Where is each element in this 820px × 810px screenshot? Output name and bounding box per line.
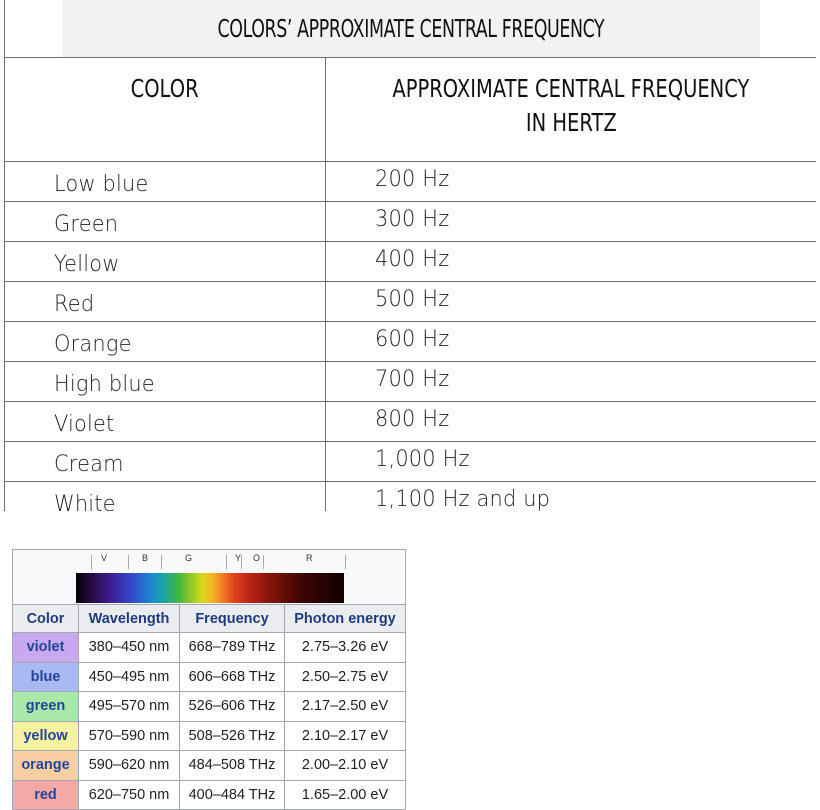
frequency-cell: 1,000 Hz	[326, 442, 817, 482]
spectrum-band-letter: V	[101, 553, 108, 563]
frequency-cell: 526–606 THz	[180, 692, 285, 722]
frequency-cell: 1,100 Hz and up	[326, 482, 817, 512]
wiki-header-photon-energy: Photon energy	[285, 605, 406, 633]
table-row	[13, 721, 406, 751]
wiki-header-frequency: Frequency	[180, 605, 285, 633]
wavelength-cell: 570–590 nm	[79, 721, 180, 751]
color-cell: Low blue	[5, 162, 326, 202]
color-name-cell: blue	[13, 662, 79, 692]
spectrum-gradient-bar	[76, 573, 344, 603]
frequency-cell: 600 Hz	[326, 322, 817, 362]
spectrum-tick-line	[263, 555, 264, 569]
color-cell: High blue	[5, 362, 326, 402]
photon-energy-cell: 2.00–2.10 eV	[285, 751, 406, 781]
frequency-cell: 400 Hz	[326, 242, 817, 282]
frequency-cell: 500 Hz	[326, 282, 817, 322]
frequency-cell: 484–508 THz	[180, 751, 285, 781]
spectrum-tick-line	[161, 555, 162, 569]
color-cell: Cream	[5, 442, 326, 482]
color-name-cell: green	[13, 692, 79, 722]
color-name-cell: violet	[13, 633, 79, 663]
color-cell: Yellow	[5, 242, 326, 282]
table-row	[13, 633, 406, 663]
column-header-frequency: APPROXIMATE CENTRAL FREQUENCY IN HERTZ	[326, 58, 817, 162]
spectrum-tick-line	[91, 555, 92, 569]
table-row	[5, 202, 817, 242]
table-row	[13, 662, 406, 692]
photon-energy-cell: 2.17–2.50 eV	[285, 692, 406, 722]
frequency-cell: 700 Hz	[326, 362, 817, 402]
table-row	[13, 692, 406, 722]
table-row	[5, 482, 817, 512]
color-cell: White	[5, 482, 326, 512]
frequency-table-viewport	[4, 0, 816, 511]
spectrum-band-letter: B	[142, 553, 149, 563]
color-cell: Red	[5, 282, 326, 322]
spectrum-band-letter: O	[253, 553, 261, 563]
photon-energy-cell: 1.65–2.00 eV	[285, 780, 406, 810]
table-row	[5, 242, 817, 282]
wavelength-cell: 450–495 nm	[79, 662, 180, 692]
table-row	[5, 322, 817, 362]
color-frequency-table	[4, 0, 816, 511]
spectrum-tick-line	[226, 555, 227, 569]
table-row	[13, 780, 406, 810]
table-row	[5, 162, 817, 202]
frequency-cell: 300 Hz	[326, 202, 817, 242]
frequency-cell: 800 Hz	[326, 402, 817, 442]
frequency-cell: 400–484 THz	[180, 780, 285, 810]
color-cell: Green	[5, 202, 326, 242]
photon-energy-cell: 2.50–2.75 eV	[285, 662, 406, 692]
color-name-cell: red	[13, 780, 79, 810]
table-row	[5, 402, 817, 442]
wavelength-cell: 495–570 nm	[79, 692, 180, 722]
wiki-header-color: Color	[13, 605, 79, 633]
color-name-cell: yellow	[13, 721, 79, 751]
spectrum-band-letter: Y	[235, 553, 242, 563]
photon-energy-cell: 2.75–3.26 eV	[285, 633, 406, 663]
photon-energy-cell: 2.10–2.17 eV	[285, 721, 406, 751]
visible-spectrum-table	[12, 549, 406, 810]
table-title: COLORS’ APPROXIMATE CENTRAL FREQUENCY	[61, 0, 759, 58]
table-row	[13, 751, 406, 781]
spectrum-tick-line	[241, 555, 242, 569]
wavelength-cell: 380–450 nm	[79, 633, 180, 663]
spectrum-tick-line	[128, 555, 129, 569]
spectrum-band-letter: R	[306, 553, 313, 563]
color-cell: Orange	[5, 322, 326, 362]
frequency-cell: 200 Hz	[326, 162, 817, 202]
frequency-cell: 668–789 THz	[180, 633, 285, 663]
wavelength-cell: 620–750 nm	[79, 780, 180, 810]
frequency-cell: 508–526 THz	[180, 721, 285, 751]
color-name-cell: orange	[13, 751, 79, 781]
table-row	[5, 282, 817, 322]
table-row	[5, 362, 817, 402]
spectrum-band-letter: G	[185, 553, 193, 563]
wiki-header-wavelength: Wavelength	[79, 605, 180, 633]
spectrum-cell	[13, 550, 406, 605]
column-header-color: COLOR	[5, 58, 326, 162]
frequency-cell: 606–668 THz	[180, 662, 285, 692]
table-row	[5, 442, 817, 482]
wavelength-cell: 590–620 nm	[79, 751, 180, 781]
spectrum-tick-line	[345, 555, 346, 569]
color-cell: Violet	[5, 402, 326, 442]
